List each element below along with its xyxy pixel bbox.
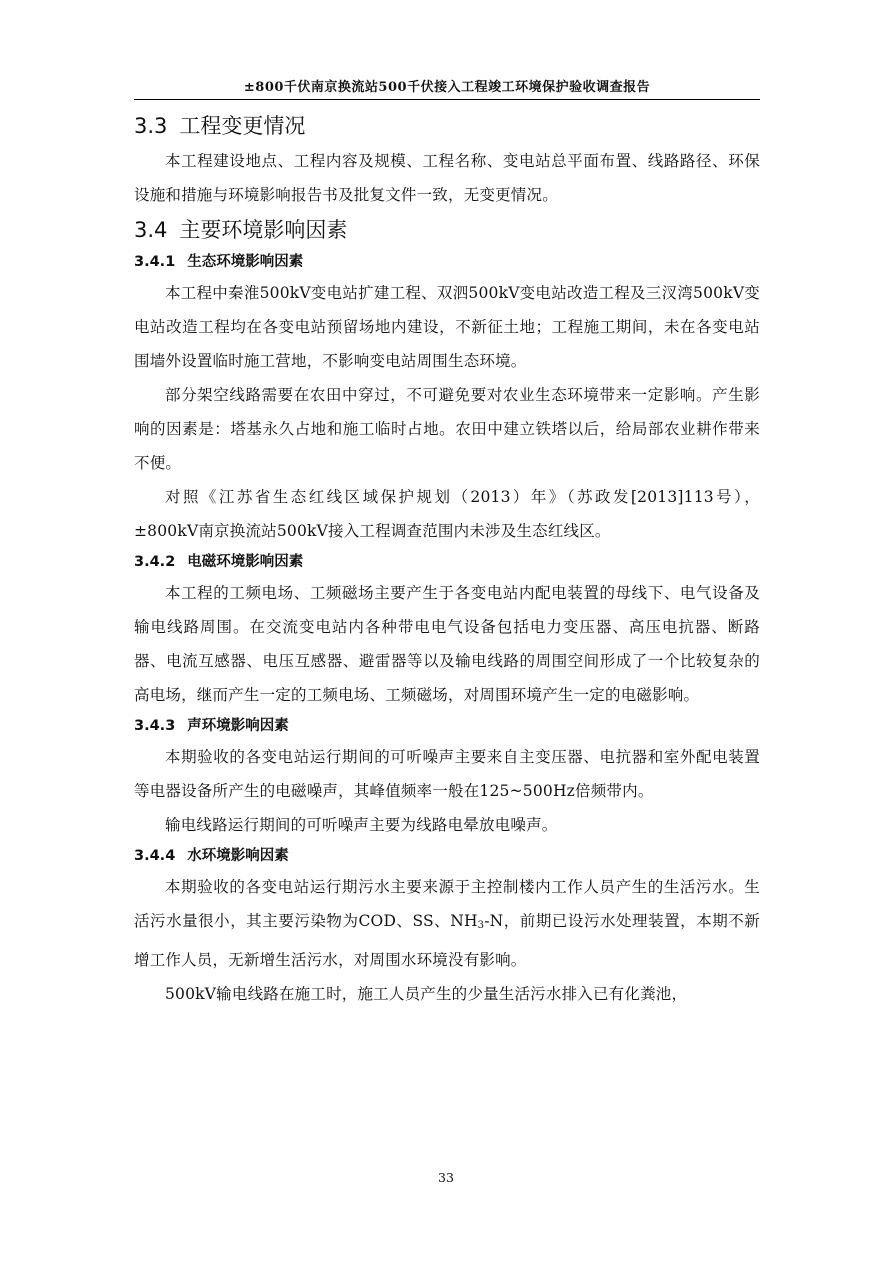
paragraph-electromagnetic: 本工程的工频电场、工频磁场主要产生于各变电站内配电装置的母线下、电气设备及输电线路周围。在交流变电站内各种带电电气设备包括电力变压器、高压电抗器、断路器、电流互感器、电压互感器、避雷器等以及输电线路的周围空间形成了一个比较复杂的高电场，继而产生一定的工频电场、工频磁场，对周围环境产生一定的电磁影响。 [134, 584, 760, 704]
subsection-3-4-4-heading [134, 842, 760, 870]
water-text-part-2: -N，前期已设污水处理装置，本期不新增工作人员，无新增生活污水，对周围水环境没有影响。 [134, 912, 760, 969]
paragraph-water-2: 500kV输电线路在施工时，施工人员产生的少量生活污水排入已有化粪池， [165, 985, 688, 1003]
subsection-title: 水环境影响因素 [187, 848, 289, 864]
page-number: 33 [438, 1170, 454, 1185]
paragraph-water-1 [134, 870, 760, 977]
subsection-title: 生态环境影响因素 [187, 254, 304, 270]
section-3-4-heading [134, 212, 760, 248]
paragraph-ecology-1: 本工程中秦淮500kV变电站扩建工程、双泗500kV变电站改造工程及三汊湾500kV变电站改造工程均在各变电站预留场地内建设，不新征土地；工程施工期间，未在各变电站围墙外设置临时施工营地，不影响变电站周围生态环境。 [134, 284, 760, 370]
paragraph-ecology-3: 对照《江苏省生态红线区域保护规划（2013）年》（苏政发[2013]113号），±800kV南京换流站500kV接入工程调查范围内未涉及生态红线区。 [134, 488, 760, 540]
subsection-3-4-2-heading [134, 548, 760, 576]
section-title: 主要环境影响因素 [179, 218, 348, 242]
page-body [134, 108, 760, 1011]
header-rule [134, 99, 760, 100]
section-3-3-heading [134, 108, 760, 144]
subsection-number: 3.4.3 [134, 718, 176, 734]
paragraph-ecology-2: 部分架空线路需要在农田中穿过，不可避免要对农业生态环境带来一定影响。产生影响的因素是：塔基永久占地和施工临时占地。农田中建立铁塔以后，给局部农业耕作带来不便。 [134, 386, 760, 472]
section-title: 工程变更情况 [179, 114, 306, 138]
paragraph-noise-1: 本期验收的各变电站运行期间的可听噪声主要来自主变压器、电抗器和室外配电装置等电器设备所产生的电磁噪声，其峰值频率一般在125~500Hz倍频带内。 [134, 748, 760, 800]
subsection-3-4-1-heading [134, 248, 760, 276]
subsection-title: 电磁环境影响因素 [187, 554, 304, 570]
subscript-3: 3 [477, 920, 485, 931]
water-text-part-1: 本期验收的各变电站运行期污水主要来源于主控制楼内工作人员产生的生活污水。生活污水量很小，其主要污染物为COD、SS、NH [134, 878, 760, 930]
subsection-title: 声环境影响因素 [187, 718, 289, 734]
paragraph-noise-2: 输电线路运行期间的可听噪声主要为线路电晕放电噪声。 [165, 816, 558, 834]
section-number: 3.4 [134, 218, 168, 242]
subsection-number: 3.4.2 [134, 554, 176, 570]
paragraph-changes: 本工程建设地点、工程内容及规模、工程名称、变电站总平面布置、线路路径、环保设施和措施与环境影响报告书及批复文件一致，无变更情况。 [134, 152, 760, 204]
subsection-number: 3.4.4 [134, 848, 176, 864]
section-number: 3.3 [134, 114, 168, 138]
subsection-3-4-3-heading [134, 712, 760, 740]
subsection-number: 3.4.1 [134, 254, 176, 270]
running-header: ±800千伏南京换流站500千伏接入工程竣工环境保护验收调查报告 [243, 80, 651, 95]
